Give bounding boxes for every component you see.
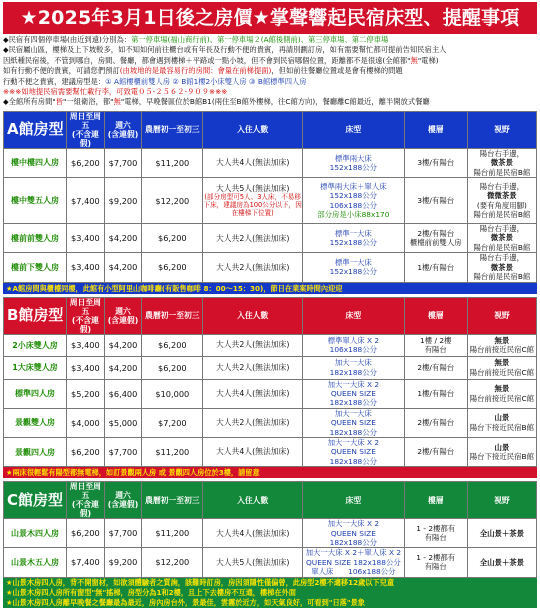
view-line: 陽台右手邊， bbox=[479, 181, 525, 191]
view-line: 陽台前接近民宿C館 bbox=[469, 393, 535, 403]
note-highlight: 無 bbox=[410, 55, 418, 65]
column-header-line: 週六 bbox=[115, 306, 131, 316]
guest-count-text: 大人共2人(無法加床) bbox=[215, 233, 290, 243]
table-row bbox=[4, 408, 537, 437]
column-header bbox=[142, 111, 203, 148]
note-text: 如有行動不便的貴賓，可請您們預訂 bbox=[3, 66, 120, 76]
column-header bbox=[203, 482, 303, 519]
bed-type-line: 加大一大床 bbox=[334, 358, 372, 368]
note-luggage: ※※※如地提民宿需要幫忙載行李，可致電０５-２５６２-９０９※※※ bbox=[3, 87, 228, 97]
column-header bbox=[67, 111, 105, 148]
column-header bbox=[467, 297, 536, 334]
bed-type-line: 152x188公分 bbox=[329, 191, 378, 201]
view-line: 山景 bbox=[494, 442, 510, 452]
lunar-new-year-price: $6,200 bbox=[142, 253, 203, 282]
guest-count-text: 大人共5人(無法加床) bbox=[215, 183, 290, 193]
bed-type bbox=[303, 253, 405, 282]
column-header-line: 樓層 bbox=[427, 495, 444, 505]
view-info bbox=[467, 356, 536, 379]
weekday-price: $4,000 bbox=[67, 408, 105, 437]
column-header-line: 農曆初一至初三 bbox=[145, 125, 200, 135]
floor-line: 有陽台 bbox=[424, 345, 447, 354]
view-line: 無景 bbox=[494, 358, 510, 368]
footer-line: ★山景木房四人房離早晚餐之餐廳最為最近，房內房台外，景最佳，雲霧於近方，如天氣良好，可看到"日落"景象 bbox=[6, 597, 365, 607]
note-highlight: (由坡地的是最容易行的房間：會量在前梯提面) bbox=[119, 66, 272, 76]
view-info bbox=[467, 334, 536, 356]
view-info bbox=[467, 253, 536, 282]
guest-count-text: 大人共4人(無法加床) bbox=[215, 528, 290, 538]
note-accessibility bbox=[3, 66, 537, 76]
column-header bbox=[404, 297, 467, 334]
column-header-line: 樓層 bbox=[427, 125, 444, 135]
bed-type bbox=[303, 334, 405, 356]
guest-count bbox=[203, 178, 303, 224]
bed-type-line: 152x188公分 bbox=[329, 267, 378, 277]
page-title: ★2025年3月1日後之房價★掌聲響起民宿床型、提醒事項 bbox=[3, 2, 537, 34]
column-header-line: 床型 bbox=[345, 311, 362, 320]
lunar-new-year-price: $12,200 bbox=[142, 178, 203, 224]
guest-count bbox=[203, 548, 303, 577]
view-line: 無景 bbox=[494, 335, 510, 345]
bed-type-note: 部分房是小床88x170 bbox=[317, 209, 390, 219]
floor-info bbox=[404, 437, 467, 466]
column-header-line: 視野 bbox=[494, 495, 510, 505]
column-header-line: (不含連假) bbox=[71, 129, 99, 148]
bed-type bbox=[303, 178, 405, 224]
column-header bbox=[67, 482, 105, 519]
bed-type-line: 152x188公分 bbox=[329, 238, 378, 248]
column-header bbox=[104, 297, 142, 334]
note-text: 因紙種民宿後，不管到哪自，房間、餐廳，都會遇到樓梯＋平路或一點小坡，但不會到民宿哪個位置，距離都不是很遠(全館都" bbox=[3, 55, 411, 65]
building-title: C館房型 bbox=[4, 482, 67, 519]
room-type-name: 山景木四人房 bbox=[4, 519, 67, 548]
room-type-name: 1大床雙人房 bbox=[4, 356, 67, 379]
column-header bbox=[303, 482, 405, 519]
bed-type-line: 加大一大床 bbox=[334, 408, 372, 418]
bed-type-line: 182x188公分 bbox=[329, 427, 378, 437]
floor-line: 有陽台 bbox=[424, 562, 447, 572]
table-header-row bbox=[4, 482, 537, 519]
note-text: "電梯，早晚餐區位於B館B1(兩住至B館外樓梯，往C館方向)，餐廳離C館最近，離半開放式餐廳 bbox=[120, 97, 430, 107]
bed-type-line: QUEEN SIZE 182x188公分 bbox=[305, 557, 401, 567]
lunar-new-year-price: $11,200 bbox=[142, 148, 203, 177]
weekday-price: $3,400 bbox=[67, 224, 105, 253]
bed-type-line: 106x188公分 bbox=[329, 345, 378, 354]
bed-type bbox=[303, 519, 405, 548]
floor-info bbox=[404, 178, 467, 224]
floor-line: 1 - 2樓都有 bbox=[416, 523, 456, 533]
view-line: 微茶景 bbox=[490, 233, 513, 243]
guest-count bbox=[203, 437, 303, 466]
view-line: 陽台右手邊， bbox=[479, 253, 525, 263]
view-line: 微微茶景 bbox=[487, 191, 517, 201]
column-header bbox=[467, 482, 536, 519]
note-text: 行動不便之貴賓，建議房型是： bbox=[3, 76, 106, 86]
guest-count-text: 大人共4人(無法加床) bbox=[215, 389, 290, 398]
note-text: "電梯) bbox=[417, 55, 439, 65]
saturday-price: $9,200 bbox=[104, 548, 142, 577]
view-line: 陽台前是民宿B館 bbox=[473, 167, 531, 177]
column-header bbox=[404, 111, 467, 148]
table-row bbox=[4, 356, 537, 379]
floor-line: 1樓/有陽台 bbox=[417, 388, 455, 398]
table-row bbox=[4, 224, 537, 253]
column-header-line: 入住人數 bbox=[237, 311, 269, 320]
floor-line: 3樓/有陽台 bbox=[417, 158, 455, 168]
table-row bbox=[4, 334, 537, 356]
column-header-line: 視野 bbox=[494, 311, 510, 320]
column-header-line: 樓層 bbox=[427, 311, 444, 320]
column-header bbox=[203, 297, 303, 334]
table-row bbox=[4, 148, 537, 177]
column-header-line: (含連假) bbox=[107, 315, 139, 325]
note-parking bbox=[3, 35, 537, 45]
guest-count-text: 大人共2人(無法加床) bbox=[215, 340, 290, 350]
note-facilities bbox=[3, 97, 537, 107]
bed-type-line: 標準兩大床＋單人床 bbox=[320, 181, 387, 191]
column-header bbox=[142, 297, 203, 334]
room-type-name: 樓前前雙人房 bbox=[4, 224, 67, 253]
guest-count bbox=[203, 408, 303, 437]
bed-type-line: 182x188公分 bbox=[329, 367, 378, 377]
weekday-price: $6,200 bbox=[67, 437, 105, 466]
floor-line: 櫃檯前前雙人房 bbox=[409, 238, 462, 248]
table-row bbox=[4, 253, 537, 282]
note-stairs bbox=[3, 56, 537, 66]
floor-info bbox=[404, 379, 467, 408]
view-info bbox=[467, 379, 536, 408]
floor-info bbox=[404, 356, 467, 379]
weekday-price: $5,200 bbox=[67, 379, 105, 408]
guest-count bbox=[203, 224, 303, 253]
column-header-line: 週六 bbox=[115, 491, 131, 501]
column-header-line: 農曆初一至初三 bbox=[145, 495, 200, 505]
note-recommended bbox=[3, 77, 537, 87]
weekday-price: $7,400 bbox=[67, 548, 105, 577]
floor-info bbox=[404, 519, 467, 548]
view-line: 無景 bbox=[494, 384, 510, 394]
bed-type-line: 標準單人床 X 2 bbox=[327, 335, 380, 345]
floor-info bbox=[404, 408, 467, 437]
floor-line: 2樓/有陽台 bbox=[417, 447, 455, 457]
column-header bbox=[142, 482, 203, 519]
room-type-name: 山景木五人房 bbox=[4, 548, 67, 577]
saturday-price: $7,700 bbox=[104, 148, 142, 177]
view-line: 陽台下接近民宿B館 bbox=[469, 422, 534, 432]
bed-type-line: QUEEN SIZE bbox=[330, 418, 376, 428]
bed-type-line: 標準一大床 bbox=[334, 257, 372, 267]
building-title: A館房型 bbox=[4, 111, 67, 148]
footer-line: ★山景木房四人房，背不開窗材，如欲須體驗者之質詢，該難時訂房，房因須隱性僅偏曾，此房型2樓不適移12歲以下兒童 bbox=[6, 577, 395, 587]
guest-count-text: 大人共4人(無法加床) bbox=[215, 158, 290, 168]
column-header-line: (不含連假) bbox=[71, 500, 99, 519]
column-header-line: 入住人數 bbox=[237, 125, 269, 135]
column-header-line: 周日至周五 bbox=[69, 297, 101, 316]
weekday-price: $3,400 bbox=[67, 334, 105, 356]
section-footer-note: ★兩床很輕鬆有陽型都無電梯，如訂景觀兩人房 或 景觀四人房位於3樓，請留意 bbox=[3, 467, 537, 478]
room-table bbox=[3, 111, 537, 283]
column-header bbox=[104, 111, 142, 148]
guest-count bbox=[203, 148, 303, 177]
weekday-price: $7,400 bbox=[67, 178, 105, 224]
floor-line: 3樓/有陽台 bbox=[417, 195, 455, 205]
bed-type-line: 加大一大床 X 2 bbox=[327, 437, 380, 447]
column-header bbox=[67, 297, 105, 334]
floor-line: 2樓/有陽台 bbox=[417, 228, 455, 238]
note-text: ◆民宿有四個停車場(由近到遠)分別為： bbox=[3, 35, 132, 44]
floor-line: 有陽台 bbox=[424, 533, 447, 543]
guest-count-text: 大人共2人(無法加床) bbox=[215, 362, 290, 372]
bed-type bbox=[303, 408, 405, 437]
view-line: 陽台右手邊， bbox=[479, 224, 525, 234]
column-header-line: 農曆初一至初三 bbox=[145, 311, 200, 320]
building-c-section bbox=[3, 481, 537, 607]
guest-count bbox=[203, 356, 303, 379]
view-info bbox=[467, 408, 536, 437]
footer-line: ★山景木房四人房所有窗型"無"搖梯，房型分為1和2樓，且上下去樓房不互通，樓梯在外面 bbox=[6, 587, 296, 597]
guest-count bbox=[203, 253, 303, 282]
view-info bbox=[467, 178, 536, 224]
note-text: "一組衛浴，都" bbox=[63, 97, 114, 107]
lunar-new-year-price: $11,200 bbox=[142, 437, 203, 466]
guest-count-text: 大人共5人(無法加床) bbox=[215, 557, 290, 567]
saturday-price: $9,200 bbox=[104, 178, 142, 224]
lunar-new-year-price: $6,200 bbox=[142, 334, 203, 356]
view-info bbox=[467, 148, 536, 177]
weekday-price: $3,400 bbox=[67, 356, 105, 379]
note-text: ，但如前往餐廳位置或是會有樓梯的問題 bbox=[271, 66, 403, 76]
view-line: 微茶景 bbox=[490, 158, 513, 168]
bed-type-line: 加大一大床 X 2 bbox=[327, 519, 380, 529]
view-line: 陽台前接近民宿C館 bbox=[469, 367, 535, 377]
table-row bbox=[4, 379, 537, 408]
view-line: (要有角度用腳) bbox=[476, 200, 527, 210]
floor-info bbox=[404, 253, 467, 282]
section-footer-note: ★A館房間與櫃檯同樓，此館有小型阿里山咖啡廳(有販售咖啡 8：00～15：30)，節日在業案時間內迎迎 bbox=[3, 283, 537, 294]
saturday-price: $5,000 bbox=[104, 408, 142, 437]
saturday-price: $6,400 bbox=[104, 379, 142, 408]
building-title: B館房型 bbox=[4, 297, 67, 334]
floor-line: 1樓 / 2樓 bbox=[420, 335, 452, 345]
table-row bbox=[4, 178, 537, 224]
view-line: 陽台下接近民宿B館 bbox=[469, 452, 534, 462]
bed-type-line: 152x188公分 bbox=[329, 162, 378, 172]
guest-count bbox=[203, 379, 303, 408]
column-header bbox=[104, 482, 142, 519]
saturday-price: $7,700 bbox=[104, 519, 142, 548]
floor-info bbox=[404, 148, 467, 177]
building-b-section bbox=[3, 297, 537, 479]
floor-info bbox=[404, 334, 467, 356]
floor-line: 2樓/有陽台 bbox=[417, 362, 455, 372]
bed-type-line: 106x188公分 bbox=[329, 200, 378, 210]
view-info bbox=[467, 548, 536, 577]
bed-type-line: QUEEN SIZE bbox=[330, 388, 376, 398]
bed-type-line: 182x188公分 bbox=[329, 398, 378, 408]
guest-count-text: 大人共2人(無法加床) bbox=[215, 418, 290, 428]
lunar-new-year-price: $7,200 bbox=[142, 408, 203, 437]
floor-info bbox=[404, 224, 467, 253]
note-highlight: ① A館樓櫃前雙人房 ② B館1樓2小床雙人房 ③ B館標準四人房 bbox=[105, 76, 307, 86]
saturday-price: $4,200 bbox=[104, 356, 142, 379]
room-type-name: 樓中樓四人房 bbox=[4, 148, 67, 177]
view-info bbox=[467, 224, 536, 253]
notice-block bbox=[3, 35, 537, 108]
column-header bbox=[467, 111, 536, 148]
bed-type-line: 182x188公分 bbox=[329, 537, 378, 547]
saturday-price: $4,200 bbox=[104, 224, 142, 253]
room-type-name: 景觀四人房 bbox=[4, 437, 67, 466]
floor-line: 1 - 2樓都有 bbox=[416, 553, 456, 563]
view-line: 微茶景 bbox=[490, 262, 513, 272]
floor-info bbox=[404, 548, 467, 577]
note-highlight: 無 bbox=[113, 97, 121, 107]
column-header bbox=[404, 482, 467, 519]
lunar-new-year-price: $11,200 bbox=[142, 519, 203, 548]
floor-line: 2樓/有陽台 bbox=[417, 418, 455, 428]
view-line: 陽台前是民宿B館 bbox=[473, 272, 531, 282]
bed-type-line: 標準一大床 bbox=[334, 228, 372, 238]
guest-count bbox=[203, 334, 303, 356]
lunar-new-year-price: $10,000 bbox=[142, 379, 203, 408]
weekday-price: $3,400 bbox=[67, 253, 105, 282]
floor-line: 1樓/有陽台 bbox=[417, 262, 455, 272]
view-info bbox=[467, 437, 536, 466]
weekday-price: $6,200 bbox=[67, 519, 105, 548]
saturday-price: $7,700 bbox=[104, 437, 142, 466]
bed-type-line: 182x188公分 bbox=[329, 456, 378, 466]
room-table bbox=[3, 481, 537, 577]
bed-type bbox=[303, 437, 405, 466]
bed-type-line: 加大一大床 X 2＋單人床 X 2 bbox=[305, 548, 402, 558]
column-header-line: 床型 bbox=[345, 125, 362, 135]
room-type-name: 標準四人房 bbox=[4, 379, 67, 408]
view-line: 陽台前是民宿B館 bbox=[473, 242, 531, 252]
bed-type-line: 加大一大床 X 2 bbox=[327, 379, 380, 389]
note-terrain: ◆民宿屬山區，樓梯及上下坡較多，如不知如何前往櫃台或有年長及行動不便的貴賓，再請別劃訂房，如有需要幫忙都可提前告知民宿主人 bbox=[3, 45, 447, 55]
column-header-line: 床型 bbox=[345, 495, 362, 505]
guest-count-text: 大人共4人(無法加床) bbox=[215, 447, 290, 457]
column-header bbox=[303, 111, 405, 148]
table-row bbox=[4, 519, 537, 548]
view-line: 陽台前是民宿B館 bbox=[473, 209, 531, 219]
weekday-price: $6,200 bbox=[67, 148, 105, 177]
view-line: 陽台前接近民宿C館 bbox=[469, 345, 535, 354]
column-header-line: (含連假) bbox=[107, 500, 139, 510]
column-header-line: (不含連假) bbox=[71, 315, 99, 334]
view-line: 陽台右手邊， bbox=[479, 148, 525, 158]
section-footer-note bbox=[3, 578, 537, 608]
note-text: ◆全館所有房間" bbox=[3, 97, 56, 107]
bed-type bbox=[303, 224, 405, 253]
column-header bbox=[303, 297, 405, 334]
bed-type bbox=[303, 379, 405, 408]
room-type-name: 景觀雙人房 bbox=[4, 408, 67, 437]
table-header-row bbox=[4, 297, 537, 334]
bed-type-line: 標準兩大床 bbox=[334, 153, 372, 163]
bed-type-line: QUEEN SIZE bbox=[330, 447, 376, 457]
room-type-name: 樓中雙五人房 bbox=[4, 178, 67, 224]
column-header-line: 週六 bbox=[115, 120, 131, 130]
lunar-new-year-price: $6,200 bbox=[142, 356, 203, 379]
lunar-new-year-price: $12,200 bbox=[142, 548, 203, 577]
column-header-line: 周日至周五 bbox=[69, 482, 101, 501]
column-header bbox=[203, 111, 303, 148]
building-a-section bbox=[3, 111, 537, 294]
bed-type bbox=[303, 356, 405, 379]
column-header-line: 周日至周五 bbox=[69, 111, 101, 130]
view-line: 全山景＋茶景 bbox=[479, 557, 525, 567]
guest-count bbox=[203, 519, 303, 548]
bed-type-line: QUEEN SIZE bbox=[330, 528, 376, 538]
note-highlight: 第一停車場(福山商行前)、第一停車場２(A館後側前)、第三停車場、第二停車場 bbox=[131, 35, 389, 44]
guest-count-text: 大人共2人(無法加床) bbox=[215, 262, 290, 272]
room-type-name: 2小床雙人房 bbox=[4, 334, 67, 356]
view-line: 山景 bbox=[494, 413, 510, 423]
guest-note: (部分房型可5人、3人床，不易移下床，建議房為100公分以下，因在樓梯下位置) bbox=[203, 193, 302, 218]
room-table bbox=[3, 297, 537, 468]
column-header-line: (含連假) bbox=[107, 129, 139, 139]
lunar-new-year-price: $6,200 bbox=[142, 224, 203, 253]
table-row bbox=[4, 437, 537, 466]
note-highlight: 皆 bbox=[55, 97, 64, 107]
saturday-price: $4,200 bbox=[104, 253, 142, 282]
room-type-name: 樓前下雙人房 bbox=[4, 253, 67, 282]
table-row bbox=[4, 548, 537, 577]
table-header-row bbox=[4, 111, 537, 148]
saturday-price: $4,200 bbox=[104, 334, 142, 356]
bed-type bbox=[303, 548, 405, 577]
view-info bbox=[467, 519, 536, 548]
bed-type bbox=[303, 148, 405, 177]
column-header-line: 入住人數 bbox=[237, 495, 269, 505]
bed-type-line: 單人床 106x188公分 bbox=[311, 567, 396, 577]
view-line: 全山景＋茶景 bbox=[479, 528, 525, 538]
column-header-line: 視野 bbox=[494, 125, 510, 135]
